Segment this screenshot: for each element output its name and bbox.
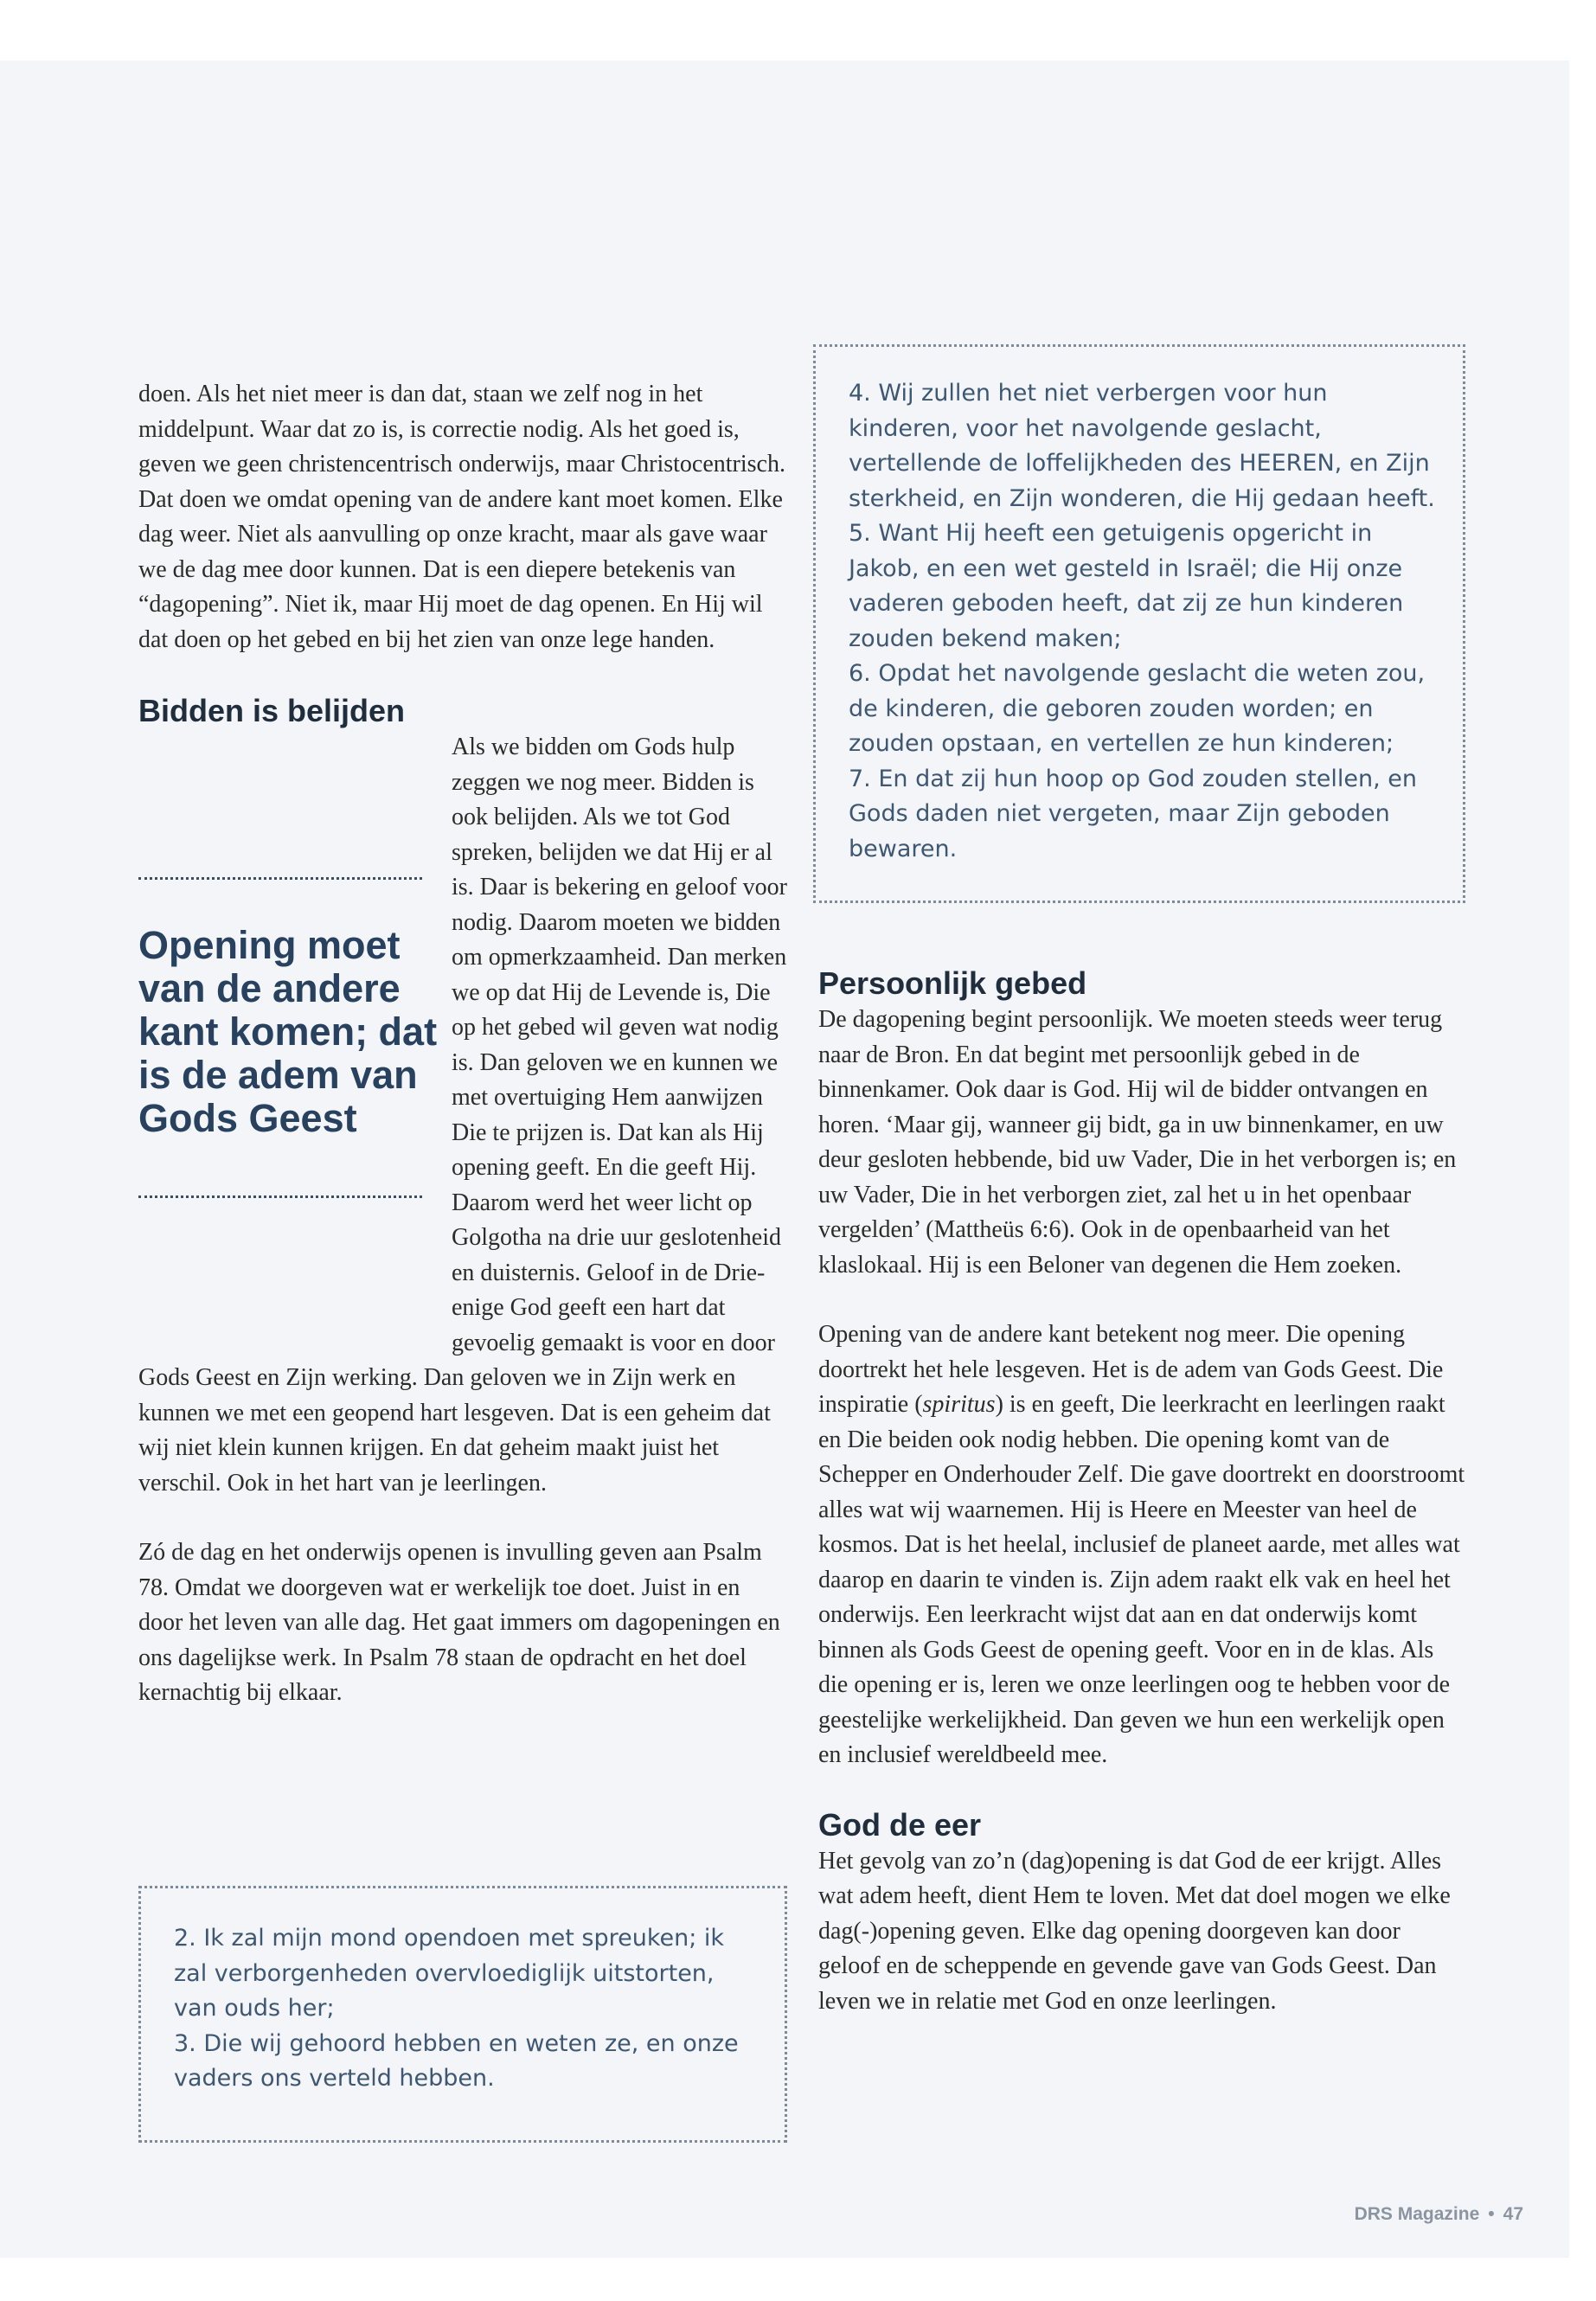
scripture-box-psalm-78-2-3 <box>138 1886 787 2143</box>
heading-bidden-is-belijden: Bidden is belijden <box>138 693 406 728</box>
pull-quote-text: Opening moet van de andere kant komen; dat is de adem van Gods Geest <box>138 923 438 1140</box>
verse-6: 6. Opdat het navolgende geslacht die weten zou, de kinderen, die geboren zouden worden; en zouden opstaan, en vertellen ze hun kinderen; <box>849 660 1426 757</box>
left-column <box>138 377 787 1711</box>
magazine-name: DRS Magazine <box>1354 2204 1480 2224</box>
verse-5: 5. Want Hij heeft een getuigenis opgericht in Jakob, en een wet gesteld in Israël; die Hij onze vaderen geboden heeft, dat zij ze hun kinderen zouden bekend maken; <box>849 520 1404 652</box>
page-footer <box>1355 2204 1523 2225</box>
pull-quote-top-divider <box>138 877 422 880</box>
heading-god-de-eer: God de eer <box>818 1806 982 1843</box>
verse-3: 3. Die wij gehoord hebben en weten ze, en onze vaders ons verteld hebben. <box>174 2029 739 2092</box>
right-column <box>818 965 1467 2019</box>
pull-quote-bottom-divider <box>138 1195 422 1198</box>
heading-persoonlijk-gebed: Persoonlijk gebed <box>818 965 1087 1001</box>
paragraph-psalm-78: Zó de dag en het onderwijs openen is invulling geven aan Psalm 78. Omdat we doorgeven wat er werkelijk toe doet. Juist in en door het leven van alle dag. Het gaat immers om dagopeningen en ons dagelijkse werk. In Psalm 78 staan de opdracht en het doel kernachtig bij elkaar. <box>138 1539 780 1706</box>
verse-2: 2. Ik zal mijn mond opendoen met spreuken; ik zal verborgenheden overvloediglijk uitstorten, van ouds her; <box>174 1925 725 2022</box>
paragraph-god-de-eer: Het gevolg van zo’n (dag)opening is dat God de eer krijgt. Alles wat adem heeft, dient Hem te loven. Met dat doel mogen we elke dag(-)opening geven. Elke dag opening doorgeven kan door geloof en de scheppende en gevende gave van Gods Geest. Dan leven we in relatie met God en onze leerlingen. <box>818 1847 1451 2015</box>
paragraph-opening-andere-kant <box>818 1317 1467 1773</box>
verse-7: 7. En dat zij hun hoop op God zouden stellen, en Gods daden niet vergeten, maar Zijn geboden bewaren. <box>849 765 1418 862</box>
footer-separator: • <box>1488 2204 1495 2224</box>
scripture-box-psalm-78-4-7 <box>813 344 1465 903</box>
emphasis-spiritus: spiritus <box>922 1391 996 1418</box>
paragraph-part-a: Opening van de andere kant betekent nog meer. Die opening doortrekt het hele lesgeven. Het is de adem van Gods Geest. Die inspiratie ( <box>818 1321 1444 1418</box>
paragraph-part-b: ) is en geeft, Die leerkracht en leerlingen raakt en Die beiden ook nodig hebben. Die opening komt van de Schepper en Onderhouder Zelf. Die gave doortrekt en doorstroomt alles wat wij waarnemen. Hij is Heere en Meester van heel de kosmos. Dat is het heelal, inclusief de planeet aarde, met alles wat daarop en daarin te vinden is. Zijn adem raakt elk vak en heel het onderwijs. Een leerkracht wijst dat aan en dat onderwijs komt binnen als Gods Geest de opening geeft. Voor en in de klas. Als die opening er is, leren we onze leerlingen oog te hebben voor de geestelijke werkelijkheid. Dan geven we hun een werkelijk open en inclusief wereldbeeld mee. <box>818 1391 1465 1768</box>
pull-quote <box>138 730 438 1349</box>
page-number: 47 <box>1503 2204 1523 2224</box>
paragraph-bidden: Als we bidden om Gods hulp zeggen we nog meer. Bidden is ook belijden. Als we tot God spreken, belijden we dat Hij er al is. Daar is bekering en geloof voor nodig. Daarom moeten we bidden om opmerkzaamheid. Dan merken we op dat Hij de Levende is, Die op het gebed wil geven wat nodig is. Dan geloven we en kunnen we met overtuiging Hem aanwijzen Die te prijzen is. Dat kan als Hij opening geeft. En die geeft Hij. Daarom werd het weer licht op Golgotha na drie uur geslotenheid en duisternis. Geloof in de Drie-enige God geeft een hart dat gevoelig gemaakt is voor en door Gods Geest en Zijn werking. Dan geloven we in Zijn werk en kunnen we met een geopend hart lesgeven. Dat is een geheim dat wij niet klein kunnen krijgen. En dat geheim maakt juist het verschil. Ook in het hart van je leerlingen. <box>138 734 787 1497</box>
verse-4: 4. Wij zullen het niet verbergen voor hun kinderen, voor het navolgende geslacht, vertellende de loffelijkheden des HEEREN, en Zijn sterkheid, en Zijn wonderen, die Hij gedaan heeft. <box>849 380 1435 512</box>
paragraph-persoonlijk: De dagopening begint persoonlijk. We moeten steeds weer terug naar de Bron. En dat begint met persoonlijk gebed in de binnenkamer. Ook daar is God. Hij wil de bidder ontvangen en horen. ‘Maar gij, wanneer gij bidt, ga in uw binnenkamer, en uw deur gesloten hebbende, bid uw Vader, Die in het verborgen is; en uw Vader, Die in het verborgen ziet, zal het u in het openbaar vergelden’ (Mattheüs 6:6). Ook in de openbaarheid van het klaslokaal. Hij is een Beloner van degenen die Hem zoeken. <box>818 1006 1457 1279</box>
paragraph-intro: doen. Als het niet meer is dan dat, staan we zelf nog in het middelpunt. Waar dat zo is, is correctie nodig. Als het goed is, geven we geen christencentrisch onderwijs, maar Christocentrisch. Dat doen we omdat opening van de andere kant moet komen. Elke dag weer. Niet als aanvulling op onze kracht, maar als gave waar we de dag mee door kunnen. Dat is een diepere betekenis van “dagopening”. Niet ik, maar Hij moet de dag openen. En Hij wil dat doen op het gebed en bij het zien van onze lege handen. <box>138 381 785 653</box>
